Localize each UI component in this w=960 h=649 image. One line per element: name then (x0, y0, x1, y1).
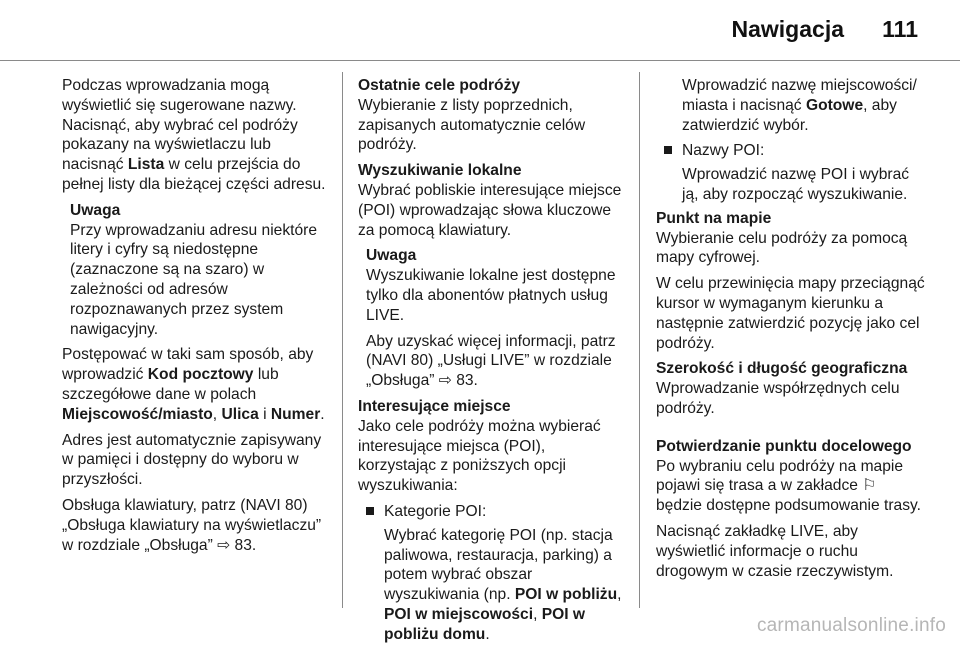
bullet-poi-categories (362, 502, 624, 522)
bullet-label: Nazwy POI: (682, 142, 765, 160)
paragraph-live-traffic: Nacisnąć zakładkę LIVE, aby wyświetlić informacje o ruchu drogowym w czasie rzeczywistym. (656, 522, 894, 580)
column-3 (656, 76, 926, 587)
section-title: Szerokość i długość geograficzna (656, 360, 908, 378)
paragraph-map-scroll: W celu przewinięcia mapy przeciągnąć kursor w wymaganym kierunku a następnie zatwierdzić pozycję jako cel podróży. (656, 275, 925, 352)
note-title: Uwaga (70, 201, 121, 219)
section-text: Jako cele podróży można wybierać interesujące miejsca (POI), korzystając z poniższych opcji wyszukiwania: (358, 417, 601, 495)
paragraph-autosave: Adres jest automatycznie zapisywany w pamięci i dostępny do wyboru w przyszłości. (62, 431, 322, 489)
section-title: Wyszukiwanie lokalne (358, 162, 522, 180)
note-title: Uwaga (366, 247, 417, 265)
column-divider-2 (639, 72, 640, 608)
bullet-poi-categories-text: Wybrać kategorię POI (np. stacja paliwowa, restauracja, parking) a potem wybrać obszar wyszukiwania (np. POI w pobliżu, POI w miejscowości, POI w pobliżu domu. (384, 526, 622, 643)
section-title: Punkt na mapie (656, 209, 772, 227)
section-map-point (656, 209, 926, 268)
section-text: Wprowadzanie współrzędnych celu podróży. (656, 380, 900, 417)
note-text: Przy wprowadzaniu adresu niektóre litery i cyfry są niedostępne (zaznaczone są na szaro) w zależności od adresów rozpoznawanych przez system nawigacyjny. (70, 221, 318, 338)
bullet-square-icon (366, 507, 374, 515)
section-text: Wybrać pobliskie interesujące miejsce (POI) wprowadzając słowa kluczowe za pomocą klawiatury. (358, 181, 622, 239)
note-address (70, 201, 330, 340)
section-confirm-destination (656, 437, 926, 516)
section-text: Po wybraniu celu podróży na mapie pojawi się trasa a w zakładce ⚐ będzie dostępne podsumowanie trasy. (656, 457, 921, 515)
section-title: Potwierdzanie punktu docelowego (656, 437, 912, 455)
bullet-poi-names-text: Wprowadzić nazwę POI i wybrać ją, aby rozpocząć wyszukiwanie. (682, 166, 910, 203)
paragraph-postal: Postępować w taki sam sposób, aby wprowadzić Kod pocztowy lub szczegółowe dane w polach Miejscowość/miasto, Ulica i Numer. (62, 346, 325, 423)
page-title: Nawigacja (731, 16, 844, 42)
continued-text: Wprowadzić nazwę miejscowości/ miasta i nacisnąć Gotowe, aby zatwierdzić wybór. (682, 77, 917, 134)
page-header (0, 0, 960, 52)
paragraph-suggestions: Podczas wprowadzania mogą wyświetlić się sugerowane nazwy. Nacisnąć, aby wybrać cel podróży pokazany na wyświetlaczu lub nacisnąć Lista w celu przejścia do pełnej listy dla bieżącej części adresu. (62, 77, 326, 193)
section-text: Wybieranie celu podróży za pomocą mapy cyfrowej. (656, 229, 908, 267)
watermark: carmanualsonline.info (756, 615, 946, 636)
bullet-square-icon (664, 146, 672, 154)
section-recent (358, 76, 624, 155)
paragraph-keyboard: Obsługa klawiatury, patrz (NAVI 80) „Obsługa klawiatury na wyświetlaczu” w rozdziale „Obsługa” ⇨ 83. (62, 496, 322, 554)
section-poi (358, 397, 624, 496)
page-number: 111 (882, 16, 918, 42)
section-title: Ostatnie cele podróży (358, 77, 521, 94)
note-text: Wyszukiwanie lokalne jest dostępne tylko dla abonentów płatnych usług LIVE. (366, 267, 616, 324)
section-local-search (358, 161, 624, 240)
note-text: Aby uzyskać więcej informacji, patrz (NAVI 80) „Usługi LIVE” w rozdziale „Obsługa” ⇨ 83. (366, 332, 616, 390)
note-live (366, 246, 624, 391)
section-title: Interesujące miejsce (358, 397, 511, 415)
header-divider (0, 60, 960, 61)
column-1 (62, 76, 330, 561)
section-text: Wybieranie z listy poprzednich, zapisanych automatycznie celów podróży. (358, 96, 586, 154)
column-2 (358, 76, 624, 649)
section-coordinates (656, 359, 926, 418)
column-divider-1 (342, 72, 343, 608)
lista-keyword: Lista (127, 156, 165, 174)
bullet-poi-names (660, 141, 926, 161)
bullet-label: Kategorie POI: (384, 502, 487, 520)
